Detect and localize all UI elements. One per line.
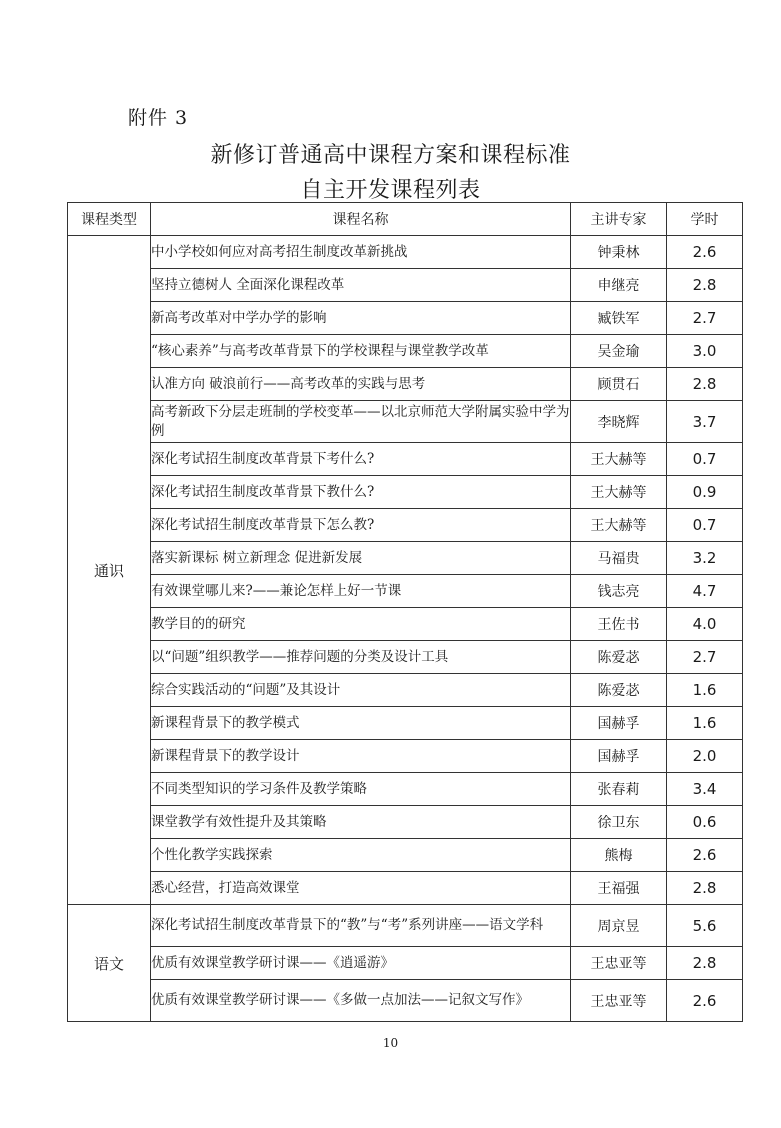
hours-cell: 0.7 xyxy=(667,509,743,542)
expert-cell: 马福贵 xyxy=(571,542,667,575)
table-row xyxy=(68,269,743,302)
expert-cell: 顾贯石 xyxy=(571,368,667,401)
expert-cell: 王福强 xyxy=(571,872,667,905)
expert-cell: 国赫孚 xyxy=(571,740,667,773)
table-row xyxy=(68,542,743,575)
hours-cell: 1.6 xyxy=(667,707,743,740)
table-header-row xyxy=(68,203,743,236)
table-row xyxy=(68,707,743,740)
course-table xyxy=(67,202,743,1022)
table-row xyxy=(68,905,743,947)
expert-cell: 熊梅 xyxy=(571,839,667,872)
document-title-line-2: 自主开发课程列表 xyxy=(300,178,481,203)
table-row xyxy=(68,476,743,509)
course-name-cell: 认准方向 破浪前行——高考改革的实践与思考 xyxy=(151,368,571,401)
table-row xyxy=(68,773,743,806)
course-name-cell: 不同类型知识的学习条件及教学策略 xyxy=(151,773,571,806)
hours-cell: 2.0 xyxy=(667,740,743,773)
table-row xyxy=(68,575,743,608)
hours-cell: 0.6 xyxy=(667,806,743,839)
course-name-cell: 课堂教学有效性提升及其策略 xyxy=(151,806,571,839)
expert-cell: 张春莉 xyxy=(571,773,667,806)
table-row xyxy=(68,335,743,368)
course-name-cell: 新课程背景下的教学模式 xyxy=(151,707,571,740)
table-row xyxy=(68,302,743,335)
course-name-cell: 悉心经营，打造高效课堂 xyxy=(151,872,571,905)
expert-cell: 钟秉林 xyxy=(571,236,667,269)
page-number: 10 xyxy=(382,1036,399,1050)
expert-cell: 国赫孚 xyxy=(571,707,667,740)
expert-cell: 王佐书 xyxy=(571,608,667,641)
table-row xyxy=(68,368,743,401)
expert-cell: 臧铁军 xyxy=(571,302,667,335)
course-name-cell: 个性化教学实践探索 xyxy=(151,839,571,872)
table-row xyxy=(68,839,743,872)
hours-cell: 2.8 xyxy=(667,368,743,401)
expert-cell: 陈爱苾 xyxy=(571,641,667,674)
hours-cell: 0.7 xyxy=(667,443,743,476)
course-name-cell: 综合实践活动的“问题”及其设计 xyxy=(151,674,571,707)
hours-cell: 3.0 xyxy=(667,335,743,368)
course-name-cell: 教学目的的研究 xyxy=(151,608,571,641)
hours-cell: 3.4 xyxy=(667,773,743,806)
hours-cell: 0.9 xyxy=(667,476,743,509)
hours-cell: 3.2 xyxy=(667,542,743,575)
table-row xyxy=(68,236,743,269)
course-table-body xyxy=(68,236,743,1022)
hours-cell: 2.6 xyxy=(667,980,743,1022)
hours-cell: 2.7 xyxy=(667,302,743,335)
expert-cell: 徐卫东 xyxy=(571,806,667,839)
column-header-hours: 学时 xyxy=(667,203,743,236)
course-name-cell: 深化考试招生制度改革背景下的“教”与“考”系列讲座——语文学科 xyxy=(151,905,571,947)
course-name-cell: 新高考改革对中学办学的影响 xyxy=(151,302,571,335)
table-row xyxy=(68,980,743,1022)
hours-cell: 3.7 xyxy=(667,401,743,443)
expert-cell: 王忠亚等 xyxy=(571,947,667,980)
expert-cell: 王大赫等 xyxy=(571,509,667,542)
table-row xyxy=(68,947,743,980)
table-row xyxy=(68,806,743,839)
course-name-cell: 深化考试招生制度改革背景下怎么教? xyxy=(151,509,571,542)
table-row xyxy=(68,401,743,443)
course-name-cell: 坚持立德树人 全面深化课程改革 xyxy=(151,269,571,302)
table-row xyxy=(68,443,743,476)
expert-cell: 王大赫等 xyxy=(571,443,667,476)
table-row xyxy=(68,872,743,905)
course-name-cell: 深化考试招生制度改革背景下考什么? xyxy=(151,443,571,476)
hours-cell: 2.7 xyxy=(667,641,743,674)
column-header-course-name: 课程名称 xyxy=(151,203,571,236)
column-header-category: 课程类型 xyxy=(68,203,151,236)
course-name-cell: 优质有效课堂教学研讨课——《多做一点加法——记叙文写作》 xyxy=(151,980,571,1022)
hours-cell: 2.8 xyxy=(667,947,743,980)
course-name-cell: “核心素养”与高考改革背景下的学校课程与课堂教学改革 xyxy=(151,335,571,368)
column-header-expert: 主讲专家 xyxy=(571,203,667,236)
course-name-cell: 新课程背景下的教学设计 xyxy=(151,740,571,773)
category-cell: 语文 xyxy=(68,905,151,1022)
expert-cell: 李晓辉 xyxy=(571,401,667,443)
hours-cell: 2.6 xyxy=(667,839,743,872)
course-name-cell: 中小学校如何应对高考招生制度改革新挑战 xyxy=(151,236,571,269)
attachment-label: 附件 3 xyxy=(128,107,189,129)
hours-cell: 2.8 xyxy=(667,872,743,905)
course-name-cell: 高考新政下分层走班制的学校变革——以北京师范大学附属实验中学为例 xyxy=(151,401,571,443)
course-name-cell: 有效课堂哪儿来?——兼论怎样上好一节课 xyxy=(151,575,571,608)
hours-cell: 5.6 xyxy=(667,905,743,947)
table-row xyxy=(68,674,743,707)
table-row xyxy=(68,509,743,542)
hours-cell: 1.6 xyxy=(667,674,743,707)
expert-cell: 周京昱 xyxy=(571,905,667,947)
course-name-cell: 落实新课标 树立新理念 促进新发展 xyxy=(151,542,571,575)
table-row xyxy=(68,641,743,674)
hours-cell: 2.6 xyxy=(667,236,743,269)
hours-cell: 4.7 xyxy=(667,575,743,608)
category-cell: 通识 xyxy=(68,236,151,905)
course-name-cell: 优质有效课堂教学研讨课——《逍遥游》 xyxy=(151,947,571,980)
expert-cell: 王大赫等 xyxy=(571,476,667,509)
hours-cell: 4.0 xyxy=(667,608,743,641)
expert-cell: 陈爱苾 xyxy=(571,674,667,707)
course-name-cell: 深化考试招生制度改革背景下教什么? xyxy=(151,476,571,509)
expert-cell: 吴金瑜 xyxy=(571,335,667,368)
expert-cell: 钱志亮 xyxy=(571,575,667,608)
expert-cell: 王忠亚等 xyxy=(571,980,667,1022)
document-title-line-1: 新修订普通高中课程方案和课程标准 xyxy=(210,143,571,168)
course-name-cell: 以“问题”组织教学——推荐问题的分类及设计工具 xyxy=(151,641,571,674)
table-row xyxy=(68,740,743,773)
table-row xyxy=(68,608,743,641)
hours-cell: 2.8 xyxy=(667,269,743,302)
expert-cell: 申继亮 xyxy=(571,269,667,302)
